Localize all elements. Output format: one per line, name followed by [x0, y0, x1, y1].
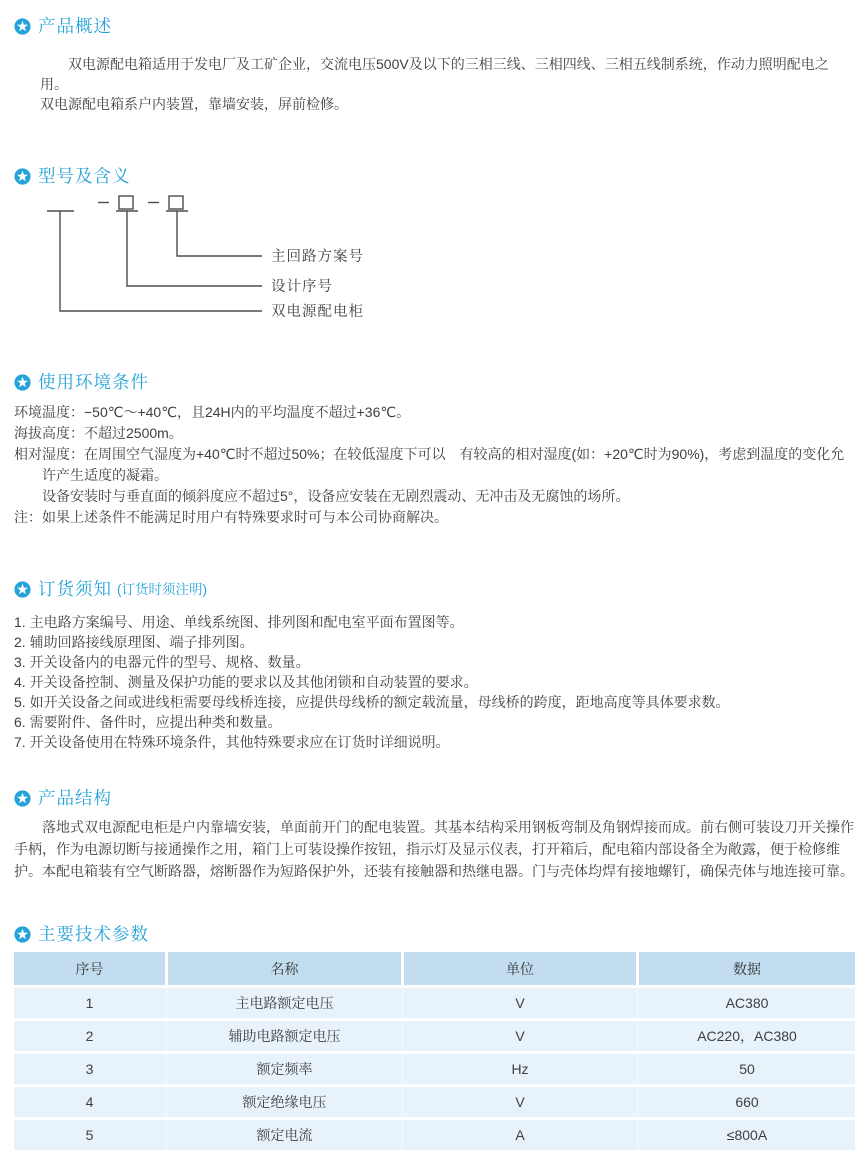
- table-row: [14, 1087, 855, 1117]
- overview-paragraph: [40, 54, 855, 114]
- cell-index: 5: [14, 1120, 165, 1150]
- section-title: 订货须知: [38, 579, 112, 599]
- cell-name: 额定频率: [165, 1054, 401, 1084]
- cell-value: 660: [636, 1087, 855, 1117]
- cell-name: 额定电流: [165, 1120, 401, 1150]
- section-heading-model: [14, 164, 855, 188]
- table-row: [14, 1054, 855, 1084]
- diagram-label: 主回路方案号: [271, 249, 364, 265]
- condition-line: 相对湿度：在周围空气湿度为+40℃时不超过50%；在较低湿度下可以 有较高的相对湿度(如：+20℃时为90%)，考虑到温度的变化允许产生适度的凝霜。: [14, 446, 845, 483]
- table-row: [14, 1120, 855, 1150]
- column-header: 数据: [636, 952, 855, 985]
- model-scheme-connector: [177, 211, 262, 256]
- model-box-design-serial: [119, 196, 133, 209]
- section-parameters: [14, 922, 855, 1153]
- table-row: [14, 988, 855, 1018]
- condition-line: 环境温度：−50℃～+40℃，且24H内的平均温度不超过+36℃。: [14, 404, 411, 420]
- list-item: 1. 主电路方案编号、用途、单线系统图、排列图和配电室平面布置图等。: [14, 614, 464, 630]
- section-heading-parameters: [14, 922, 855, 946]
- condition-line: 海拔高度：不超过2500m。: [14, 425, 183, 441]
- column-header: 名称: [165, 952, 401, 985]
- paragraph-line: 双电源配电箱适用于发电厂及工矿企业，交流电压500V及以下的三相三线、三相四线、三相五线制系统，作动力照明配电之用。: [40, 56, 829, 92]
- cell-index: 1: [14, 988, 165, 1018]
- table-header-row: [14, 952, 855, 985]
- cell-index: 4: [14, 1087, 165, 1117]
- model-code-diagram: [34, 190, 464, 330]
- ordering-list: [14, 612, 855, 752]
- section-overview: [14, 14, 855, 114]
- cell-value: AC220，AC380: [636, 1021, 855, 1051]
- condition-line: 设备安装时与垂直面的倾斜度应不超过5°，设备应安装在无剧烈震动、无冲击及无腐蚀的场所。: [42, 488, 630, 504]
- section-environment: [14, 370, 855, 528]
- list-item: 3. 开关设备内的电器元件的型号、规格、数量。: [14, 654, 310, 670]
- section-structure: [14, 786, 855, 882]
- cell-name: 辅助电路额定电压: [165, 1021, 401, 1051]
- list-item: 2. 辅助回路接线原理图、端子排列图。: [14, 634, 254, 650]
- cell-value: ≤800A: [636, 1120, 855, 1150]
- cell-index: 3: [14, 1054, 165, 1084]
- section-heading-structure: [14, 786, 855, 810]
- condition-note: 注：如果上述条件不能满足时用户有特殊要求时可与本公司协商解决。: [14, 509, 448, 525]
- column-header: 单位: [401, 952, 636, 985]
- star-badge-icon: [14, 926, 31, 943]
- cell-value: AC380: [636, 988, 855, 1018]
- cell-name: 额定绝缘电压: [165, 1087, 401, 1117]
- paragraph-line: 双电源配电箱系户内装置，靠墙安装，屏前检修。: [40, 96, 348, 112]
- model-design-connector: [127, 211, 262, 286]
- cell-unit: A: [401, 1120, 636, 1150]
- star-badge-icon: [14, 790, 31, 807]
- section-subtitle: (订货时须注明): [117, 582, 207, 597]
- diagram-label: 设计序号: [271, 279, 333, 295]
- section-title: 型号及含义: [38, 166, 131, 186]
- model-box-scheme-number: [169, 196, 183, 209]
- section-heading-overview: [14, 14, 855, 38]
- list-item: 4. 开关设备控制、测量及保护功能的要求以及其他闭锁和自动装置的要求。: [14, 674, 478, 690]
- model-diagram-labels: [271, 248, 364, 320]
- cell-unit: V: [401, 988, 636, 1018]
- section-ordering: [14, 576, 855, 752]
- section-model: [14, 164, 855, 330]
- cell-index: 2: [14, 1021, 165, 1051]
- section-title: 使用环境条件: [38, 372, 149, 392]
- parameters-table: [14, 949, 855, 1153]
- section-heading-ordering: [14, 576, 855, 602]
- section-title: 主要技术参数: [38, 924, 149, 944]
- star-badge-icon: [14, 581, 31, 598]
- environment-conditions: [14, 402, 855, 528]
- cell-name: 主电路额定电压: [165, 988, 401, 1018]
- star-badge-icon: [14, 18, 31, 35]
- list-item: 7. 开关设备使用在特殊环境条件，其他特殊要求应在订货时详细说明。: [14, 734, 450, 750]
- list-item: 5. 如开关设备之间或进线柜需要母线桥连接，应提供母线桥的额定载流量，母线桥的跨度，距地高度等具体要求数。: [14, 694, 730, 710]
- section-heading-environment: [14, 370, 855, 394]
- section-title: 产品概述: [38, 16, 112, 36]
- table-row: [14, 1021, 855, 1051]
- column-header: 序号: [14, 952, 165, 985]
- cell-unit: Hz: [401, 1054, 636, 1084]
- cell-unit: V: [401, 1087, 636, 1117]
- structure-paragraph: 落地式双电源配电柜是户内靠墙安装，单面前开门的配电装置。其基本结构采用钢板弯制及角钢焊接而成。前右侧可装设刀开关操作手柄，作为电源切断与接通操作之用，箱门上可装设操作按钮，指示灯及显示仪表，打开箱后，配电箱内部设备全为敞露，便于检修维护。本配电箱装有空气断路器，熔断器作为短路保护外，还装有接触器和热继电器。门与壳体均焊有接地螺钉，确保壳体与地连接可靠。: [14, 819, 854, 879]
- cell-unit: V: [401, 1021, 636, 1051]
- model-base-connector: [60, 211, 262, 311]
- star-badge-icon: [14, 168, 31, 185]
- list-item: 6. 需要附件、备件时，应提出种类和数量。: [14, 714, 282, 730]
- section-title: 产品结构: [38, 788, 112, 808]
- cell-value: 50: [636, 1054, 855, 1084]
- star-badge-icon: [14, 374, 31, 391]
- diagram-label: 双电源配电柜: [271, 304, 364, 320]
